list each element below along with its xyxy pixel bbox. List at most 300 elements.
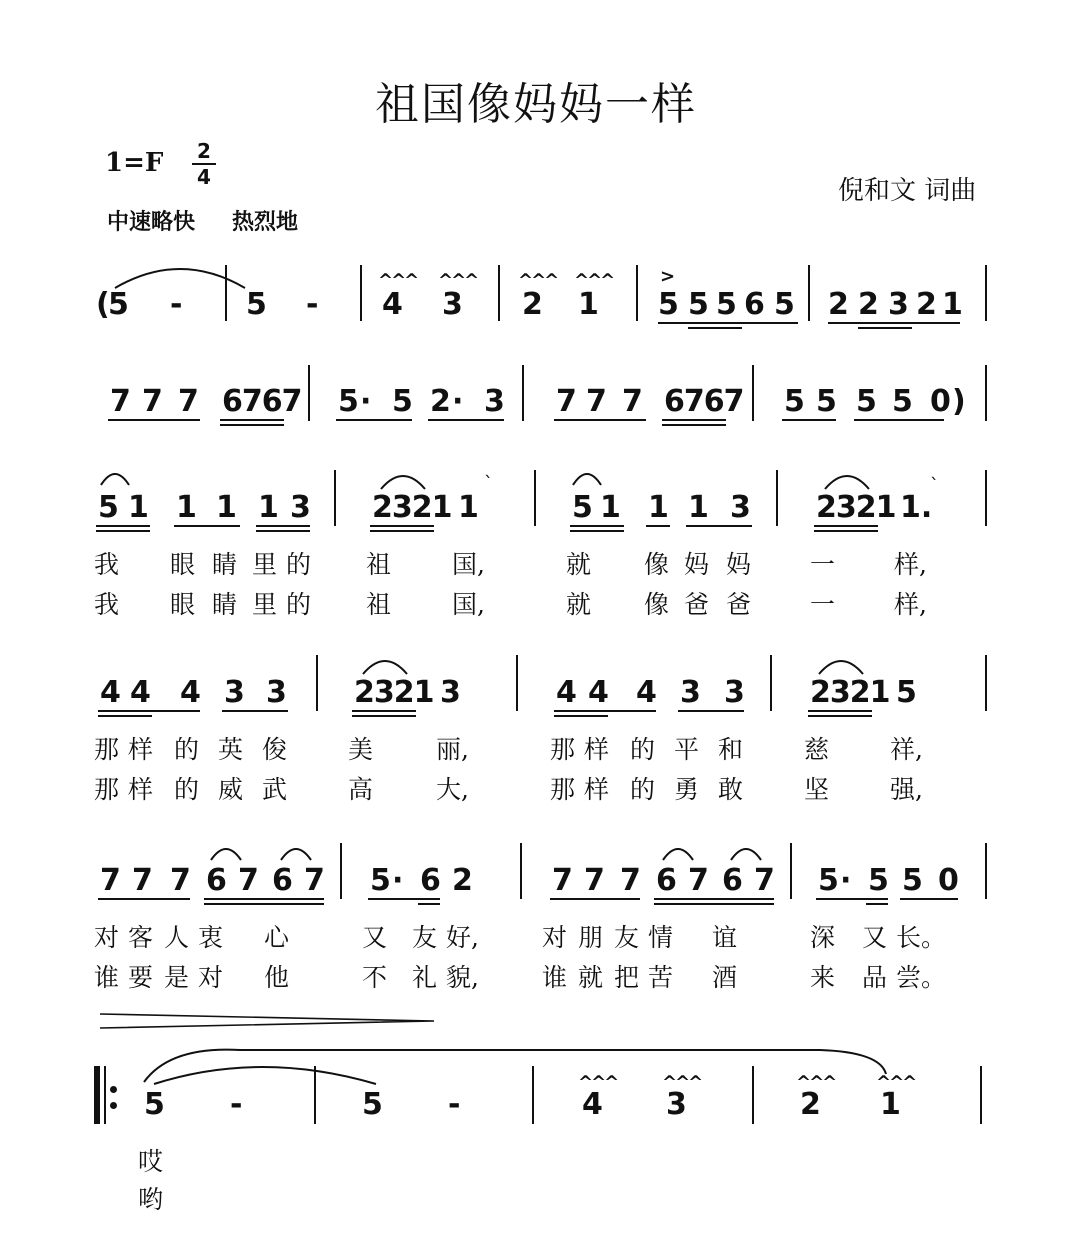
note: 7 (142, 384, 163, 419)
lyric: 又 (862, 923, 888, 952)
lyric: 眼 (170, 590, 196, 619)
note: 1 (176, 490, 197, 525)
lyric: 样, (894, 550, 927, 579)
lyric: 哟 (138, 1185, 164, 1214)
note: 5 (572, 490, 593, 525)
beam (866, 903, 888, 905)
note: 5 (892, 384, 913, 419)
lyric: 哎 (138, 1147, 164, 1176)
breath-mark: ˋ (930, 475, 937, 496)
beam (688, 327, 742, 329)
lyric: 里 (252, 550, 278, 579)
slur-arc (660, 842, 696, 862)
beam (858, 327, 912, 329)
lyric: 的 (174, 775, 200, 804)
lyric: 祖 (366, 590, 392, 619)
beam (654, 898, 774, 900)
repeat-dot (110, 1102, 117, 1109)
beam (370, 530, 434, 532)
trill-mark: ^^^ (438, 270, 478, 291)
note: 5 (688, 287, 709, 322)
note: 7 (688, 863, 709, 898)
note: 4 (582, 1087, 603, 1122)
lyric: 谊 (712, 923, 738, 952)
beam (686, 525, 752, 527)
note: 3 (888, 287, 909, 322)
lyric: 丽, (436, 735, 469, 764)
note: 1 (578, 287, 599, 322)
note: 5 (370, 863, 391, 898)
lyric: 我 (94, 550, 120, 579)
lyric: 深 (810, 923, 836, 952)
beam (550, 898, 640, 900)
note: 7 (754, 863, 775, 898)
lyric: 平 (674, 735, 700, 764)
barline (985, 843, 987, 899)
note: 7 (620, 863, 641, 898)
accent-mark: > (660, 266, 674, 287)
note: 5 (716, 287, 737, 322)
note: 5 (816, 384, 837, 419)
beam (352, 715, 416, 717)
lyric: 苦 (648, 963, 674, 992)
note: 4 (100, 675, 121, 710)
note-group: 6767 (664, 384, 744, 419)
lyric: 睛 (212, 590, 238, 619)
lyric: 勇 (674, 775, 700, 804)
barline (516, 655, 518, 711)
barline (636, 265, 638, 321)
note: 4 (588, 675, 609, 710)
barline (985, 655, 987, 711)
close-paren: ) (952, 384, 966, 419)
note: 3 (290, 490, 311, 525)
lyric: 就 (566, 550, 592, 579)
note: 4 (636, 675, 657, 710)
beam (98, 715, 152, 717)
note: 5 (246, 287, 267, 322)
note: 1 (648, 490, 669, 525)
beam (98, 898, 190, 900)
lyric: 武 (262, 775, 288, 804)
slur-arc (728, 842, 764, 862)
lyric: 不 (362, 963, 388, 992)
lyric: 人 (164, 923, 190, 952)
song-title: 祖国像妈妈一样 (375, 79, 697, 130)
note-group: 2321 (810, 675, 890, 710)
lyric: 把 (614, 963, 640, 992)
note: 5 (818, 863, 839, 898)
tie-arc (110, 260, 250, 290)
beam (220, 424, 284, 426)
note: 3 (224, 675, 245, 710)
tie-arc (150, 1058, 380, 1088)
beam (662, 424, 726, 426)
barline (522, 365, 524, 421)
beam (570, 525, 624, 527)
lyric: 妈 (684, 550, 710, 579)
note: 5 (362, 1087, 383, 1122)
barline (985, 470, 987, 526)
note: 4 (130, 675, 151, 710)
beam (174, 525, 240, 527)
lyric: 美 (348, 735, 374, 764)
dash: - (448, 1087, 461, 1122)
note: 5 (658, 287, 679, 322)
note-group: 6767 (222, 384, 302, 419)
lyric: 尝。 (896, 963, 947, 992)
note: 3 (724, 675, 745, 710)
note: 1 (216, 490, 237, 525)
note: 1 (942, 287, 963, 322)
note: 6 (722, 863, 743, 898)
beam (658, 322, 798, 324)
lyric: 对 (542, 923, 568, 952)
lyric: 酒 (712, 963, 738, 992)
note: 2 (916, 287, 937, 322)
beam (900, 898, 958, 900)
note: 5 (338, 384, 359, 419)
lyric: 心 (264, 923, 290, 952)
lyric: 就 (578, 963, 604, 992)
slur-arc (98, 467, 132, 487)
note: 7 (586, 384, 607, 419)
lyric: 样 (128, 775, 154, 804)
lyric: 眼 (170, 550, 196, 579)
lyric: 样 (584, 775, 610, 804)
note: 2 (430, 384, 451, 419)
lyric: 那 (94, 735, 120, 764)
beam (370, 525, 434, 527)
note: 3 (680, 675, 701, 710)
lyric: 就 (566, 590, 592, 619)
trill-mark: ^^^ (574, 270, 614, 291)
lyric: 是 (164, 963, 190, 992)
score-system-6 (0, 1040, 1072, 1233)
note: 7 (110, 384, 131, 419)
beam (808, 715, 872, 717)
note: 7 (304, 863, 325, 898)
barline (340, 843, 342, 899)
beam (418, 903, 440, 905)
score-system-3 (0, 465, 1072, 625)
beam (782, 419, 836, 421)
rest: 0 (938, 863, 959, 898)
lyric: 谁 (542, 963, 568, 992)
note: 7 (584, 863, 605, 898)
lyric: 威 (218, 775, 244, 804)
note: 5 (896, 675, 917, 710)
barline (308, 365, 310, 421)
lyric: 貌, (446, 963, 479, 992)
trill-mark: ^^^ (876, 1072, 916, 1093)
beam (570, 530, 624, 532)
slur-arc (360, 654, 410, 676)
lyric: 样, (894, 590, 927, 619)
note: 6 (656, 863, 677, 898)
note: 1 (258, 490, 279, 525)
note: 5 (144, 1087, 165, 1122)
note: 5 (856, 384, 877, 419)
barline (360, 265, 362, 321)
meter-bottom: 4 (197, 165, 211, 189)
note: 1 (458, 490, 479, 525)
dot: · (392, 863, 404, 898)
note: 2 (452, 863, 473, 898)
lyric: 友 (614, 923, 640, 952)
note: 3 (666, 1087, 687, 1122)
note: 7 (132, 863, 153, 898)
beam (220, 419, 284, 421)
tempo-marking: 中速略快 (107, 210, 196, 235)
lyric: 他 (264, 963, 290, 992)
dash: - (170, 287, 183, 322)
note-group: 2321 (354, 675, 434, 710)
lyric: 像 (644, 590, 670, 619)
lyric: 里 (252, 590, 278, 619)
beam (814, 525, 878, 527)
lyric: 的 (174, 735, 200, 764)
beam (256, 525, 310, 527)
lyric: 客 (128, 923, 154, 952)
repeat-dot (110, 1086, 117, 1093)
lyric: 那 (94, 775, 120, 804)
lyric: 样 (128, 735, 154, 764)
lyric: 对 (198, 963, 224, 992)
note: 6 (744, 287, 765, 322)
lyric: 要 (128, 963, 154, 992)
lyric: 英 (218, 735, 244, 764)
score-system-5 (0, 838, 1072, 998)
lyric: 来 (810, 963, 836, 992)
lyric: 衷 (198, 923, 224, 952)
lyric: 情 (648, 923, 674, 952)
lyric: 的 (286, 550, 312, 579)
dot: · (452, 384, 464, 419)
beam (428, 419, 504, 421)
score-system-2 (0, 365, 1072, 435)
lyric: 爸 (726, 590, 752, 619)
breath-mark: ˋ (484, 473, 491, 494)
lyric: 大, (436, 775, 469, 804)
beam (808, 710, 872, 712)
trill-mark: ^^^ (578, 1072, 618, 1093)
repeat-barline-thick (94, 1066, 100, 1124)
note: 7 (170, 863, 191, 898)
note-group: 2321 (816, 490, 896, 525)
slur-arc (822, 469, 872, 491)
note: 3 (442, 287, 463, 322)
lyric: 的 (630, 775, 656, 804)
beam (96, 530, 150, 532)
note: 2 (800, 1087, 821, 1122)
lyric: 高 (348, 775, 374, 804)
note: 1. (900, 490, 933, 525)
beam (108, 419, 200, 421)
note: 7 (622, 384, 643, 419)
note: 5 (392, 384, 413, 419)
trill-mark: ^^^ (518, 270, 558, 291)
note: 4 (556, 675, 577, 710)
slur-arc (570, 467, 604, 487)
lyric: 和 (718, 735, 744, 764)
beam (816, 898, 888, 900)
note-group: 2321 (372, 490, 452, 525)
key-signature: 1=F (105, 148, 164, 178)
time-signature (192, 140, 216, 188)
note: 5 (868, 863, 889, 898)
lyric: 祖 (366, 550, 392, 579)
mood-marking: 热烈地 (232, 210, 299, 235)
note: 5 (774, 287, 795, 322)
note: 5 (98, 490, 119, 525)
beam (336, 419, 412, 421)
slur-arc (816, 654, 866, 676)
lyric: 国, (452, 550, 485, 579)
note: 7 (238, 863, 259, 898)
note: 4 (382, 287, 403, 322)
lyric: 敢 (718, 775, 744, 804)
lyric: 坚 (804, 775, 830, 804)
beam (222, 710, 288, 712)
beam (854, 419, 944, 421)
lyric: 强, (890, 775, 923, 804)
trill-mark: ^^^ (796, 1072, 836, 1093)
lyric: 祥, (890, 735, 923, 764)
barline (752, 365, 754, 421)
slur-arc (208, 842, 244, 862)
beam (368, 898, 440, 900)
note: 5 (108, 287, 129, 322)
note: 5 (902, 863, 923, 898)
barline (334, 470, 336, 526)
beam (204, 903, 324, 905)
rest: 0 (930, 384, 951, 419)
lyric: 好, (446, 923, 479, 952)
lyric: 样 (584, 735, 610, 764)
note: 5 (784, 384, 805, 419)
note: 1 (880, 1087, 901, 1122)
beam (814, 530, 878, 532)
barline (520, 843, 522, 899)
note: 7 (552, 863, 573, 898)
note: 7 (178, 384, 199, 419)
barline (808, 265, 810, 321)
lyric: 国, (452, 590, 485, 619)
beam (352, 710, 416, 712)
beam (204, 898, 324, 900)
lyric: 俊 (262, 735, 288, 764)
score-system-4 (0, 650, 1072, 810)
lyric: 爸 (684, 590, 710, 619)
note: 3 (730, 490, 751, 525)
barline (985, 265, 987, 321)
barline (985, 365, 987, 421)
barline (752, 1066, 754, 1124)
open-paren: ( (96, 287, 110, 322)
lyric: 礼 (412, 963, 438, 992)
barline (980, 1066, 982, 1124)
lyric: 品 (862, 963, 888, 992)
lyric: 友 (412, 923, 438, 952)
beam (646, 525, 670, 527)
note: 2 (522, 287, 543, 322)
note: 7 (556, 384, 577, 419)
note: 6 (420, 863, 441, 898)
dash: - (306, 287, 319, 322)
lyric: 一 (810, 550, 836, 579)
repeat-barline-thin (104, 1066, 106, 1124)
beam (98, 710, 200, 712)
lyric: 的 (630, 735, 656, 764)
note: 6 (272, 863, 293, 898)
note: 3 (440, 675, 461, 710)
note: 3 (484, 384, 505, 419)
beam (662, 419, 726, 421)
decrescendo-hairpin (98, 1010, 438, 1032)
beam (554, 710, 656, 712)
note: 1 (688, 490, 709, 525)
dot: · (840, 863, 852, 898)
author-credit: 倪和文 词曲 (838, 176, 977, 206)
barline (790, 843, 792, 899)
barline (776, 470, 778, 526)
slur-arc (278, 842, 314, 862)
note: 2 (828, 287, 849, 322)
slur-arc (378, 469, 428, 491)
note: 2 (858, 287, 879, 322)
lyric: 那 (550, 735, 576, 764)
beam (828, 322, 960, 324)
lyric: 对 (94, 923, 120, 952)
barline (316, 655, 318, 711)
barline (532, 1066, 534, 1124)
beam (96, 525, 150, 527)
beam (554, 419, 646, 421)
barline (314, 1066, 316, 1124)
score-system-1 (0, 260, 1072, 330)
note: 7 (100, 863, 121, 898)
lyric: 妈 (726, 550, 752, 579)
note: 1 (128, 490, 149, 525)
lyric: 像 (644, 550, 670, 579)
lyric: 我 (94, 590, 120, 619)
note: 6 (206, 863, 227, 898)
lyric: 一 (810, 590, 836, 619)
barline (770, 655, 772, 711)
lyric: 长。 (896, 923, 947, 952)
beam (678, 710, 744, 712)
beam (554, 715, 608, 717)
lyric: 的 (286, 590, 312, 619)
lyric: 那 (550, 775, 576, 804)
barline (534, 470, 536, 526)
trill-mark: ^^^ (662, 1072, 702, 1093)
dot: · (360, 384, 372, 419)
lyric: 又 (362, 923, 388, 952)
lyric: 朋 (578, 923, 604, 952)
dash: - (230, 1087, 243, 1122)
lyric: 谁 (94, 963, 120, 992)
lyric: 慈 (804, 735, 830, 764)
note: 4 (180, 675, 201, 710)
lyric: 睛 (212, 550, 238, 579)
barline (225, 265, 227, 321)
beam (654, 903, 774, 905)
note: 1 (600, 490, 621, 525)
trill-mark: ^^^ (378, 270, 418, 291)
meter-top: 2 (197, 139, 211, 163)
